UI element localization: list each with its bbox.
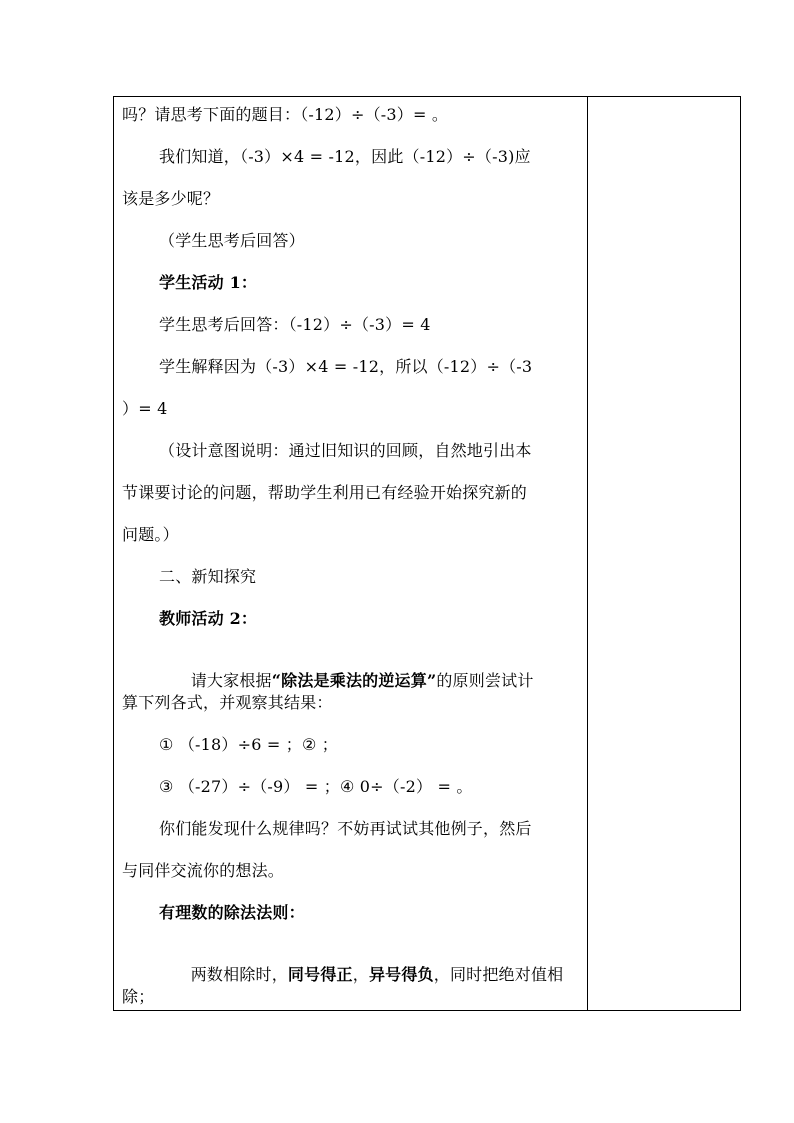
column-divider (587, 97, 588, 1010)
section-heading: 二、新知探究 (159, 567, 257, 586)
rule-heading: 有理数的除法法则： (159, 903, 305, 922)
section-heading: 教师活动 2： (159, 609, 258, 628)
lesson-table (113, 96, 741, 1011)
text-run: ，同时把绝对值相 (433, 965, 564, 984)
section-heading: 学生活动 1： (159, 273, 258, 292)
text-line: 算下列各式，并观察其结果： (122, 693, 333, 712)
text-run: 两数相除时， (190, 965, 288, 984)
text-line: 学生解释因为（-3）×4 = -12，所以（-12）÷（-3 (159, 357, 533, 376)
text-run: 请大家根据 (190, 671, 272, 690)
emphasis-text: 异号得负 (368, 965, 434, 984)
text-run: 的原则尝试计 (436, 671, 534, 690)
rule-text-line (159, 945, 563, 1005)
text-line: （设计意图说明：通过旧知识的回顾，自然地引出本 (159, 441, 532, 460)
exercise-line: ① （-18）÷6 = ；② ； (159, 735, 338, 754)
text-run: ， (352, 965, 369, 984)
exercise-line: ③ （-27）÷（-9） = ；④ 0÷（-2） = 。 (159, 777, 473, 796)
text-line: ）= 4 (122, 399, 168, 418)
text-line: （学生思考后回答） (159, 231, 305, 250)
text-line: 该是多少呢？ (122, 189, 220, 208)
text-line: 与同伴交流你的想法。 (122, 861, 285, 880)
text-line: 除； (122, 987, 155, 1006)
text-line: 问题。） (122, 525, 179, 544)
text-line: 节课要讨论的问题，帮助学生利用已有经验开始探究新的 (122, 483, 528, 502)
emphasis-text: “除法是乘法的逆运算” (271, 671, 437, 690)
text-line: 学生思考后回答：（-12）÷（-3）= 4 (159, 315, 431, 334)
text-line: 我们知道，（-3）×4 = -12，因此（-12）÷（-3)应 (159, 147, 531, 166)
emphasis-text: 同号得正 (287, 965, 353, 984)
text-line: 你们能发现什么规律吗？不妨再试试其他例子，然后 (159, 819, 532, 838)
text-line: 吗？请思考下面的题目：（-12）÷（-3）= 。 (122, 105, 449, 124)
